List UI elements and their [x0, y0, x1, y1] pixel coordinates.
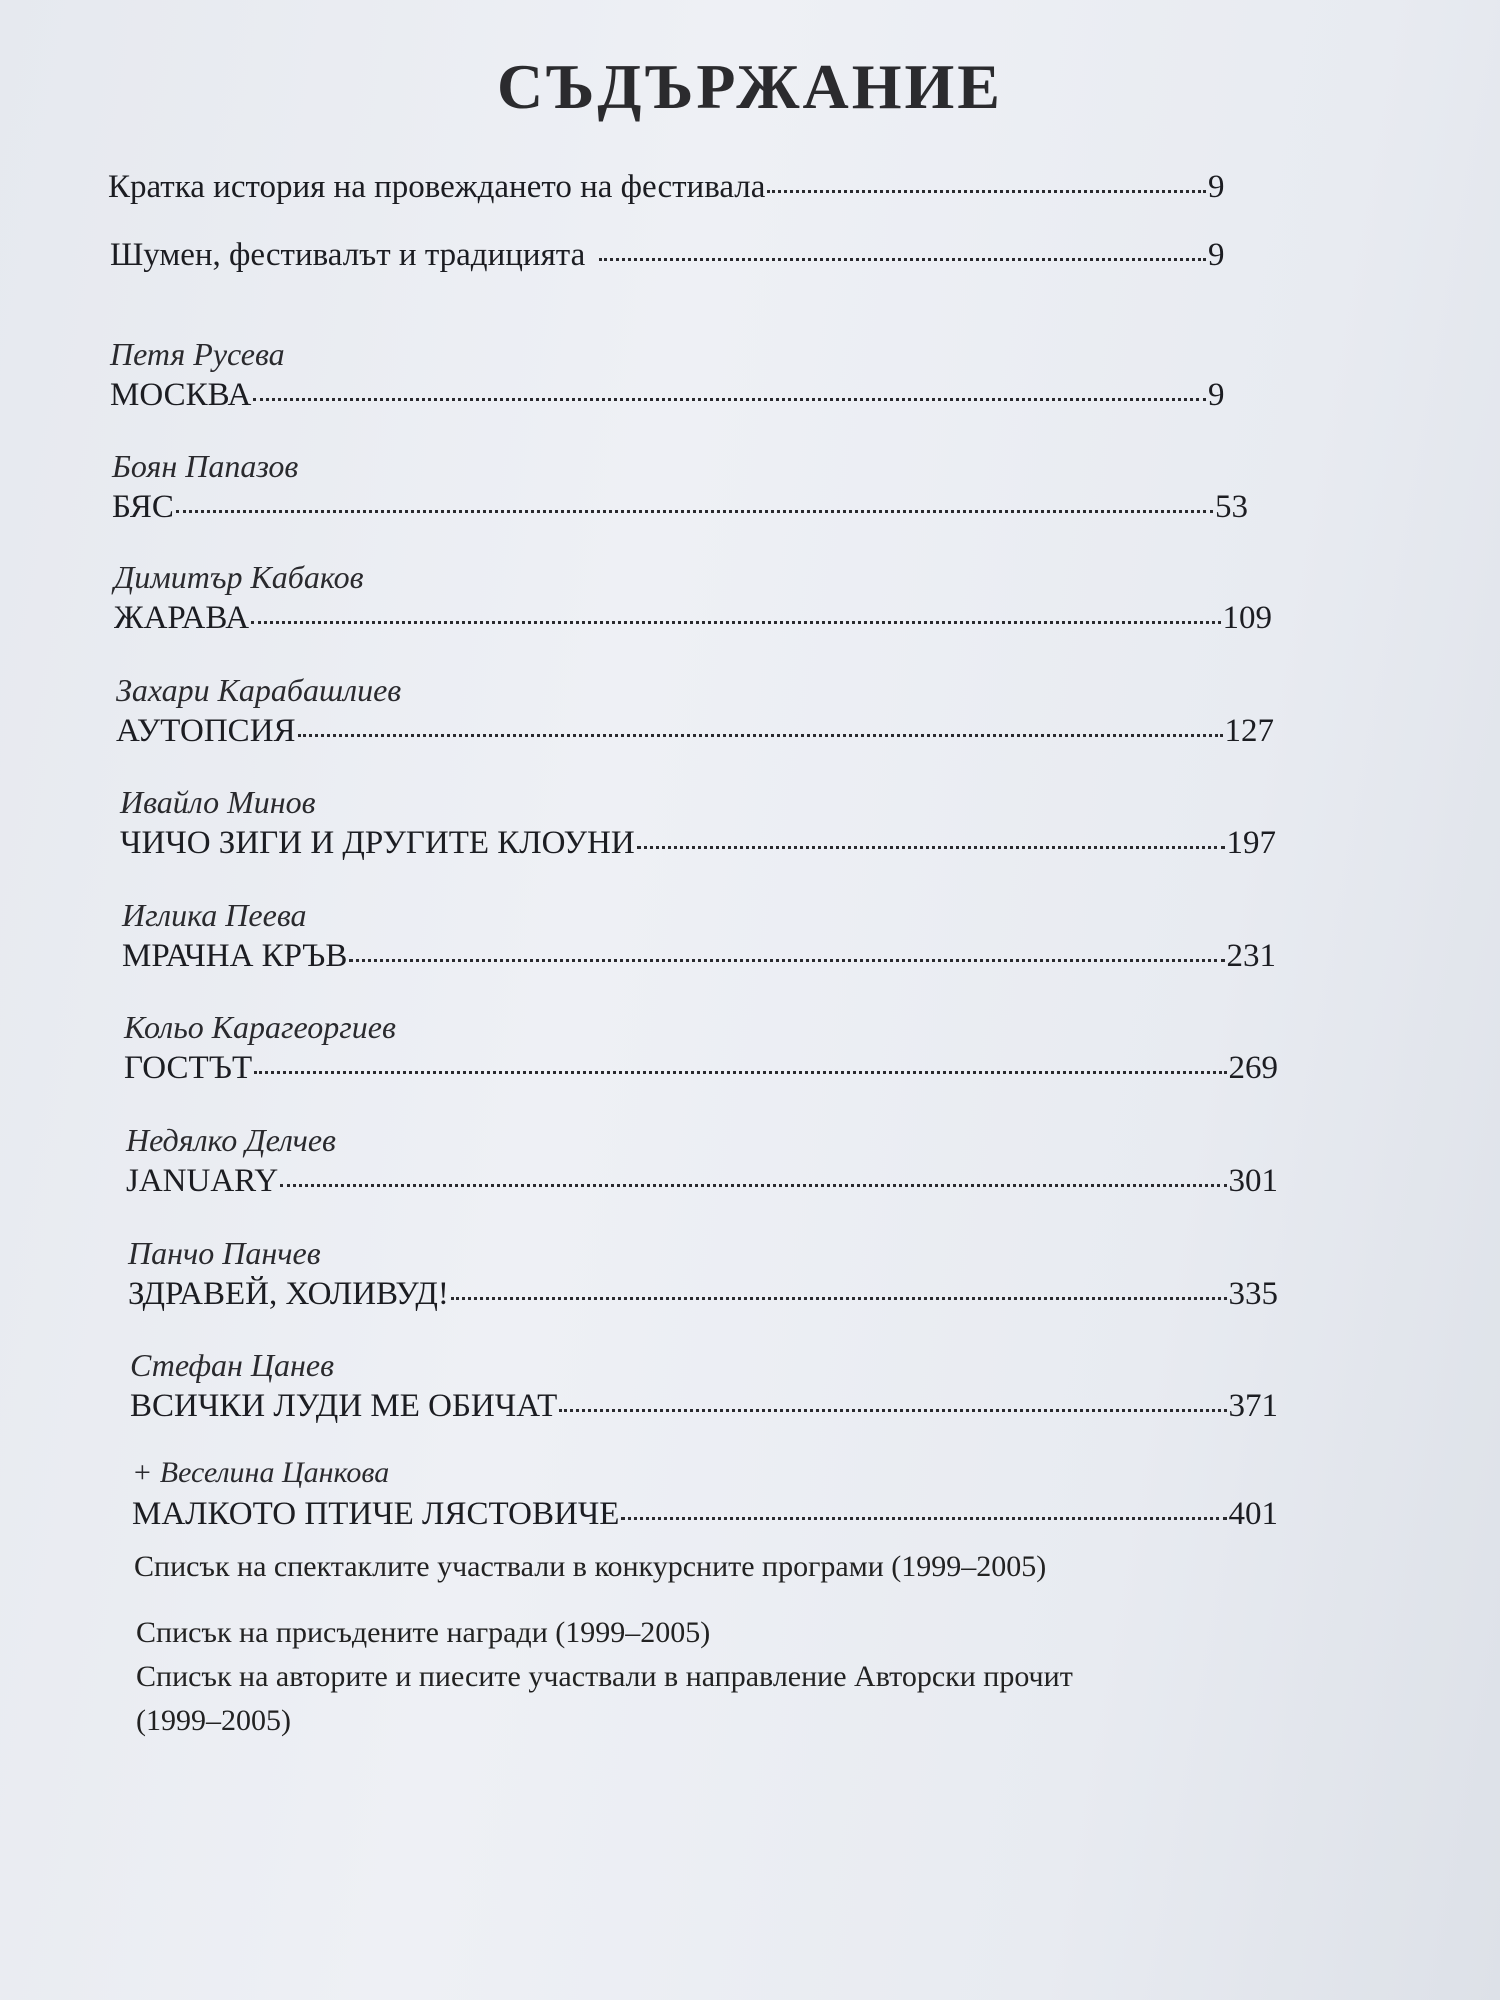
toc-page-number: 53: [1215, 489, 1248, 525]
play-author: Недялко Делчев: [126, 1122, 336, 1158]
play-title: ЧИЧО ЗИГИ И ДРУГИТЕ КЛОУНИ: [120, 825, 635, 861]
toc-page-number: 401: [1228, 1496, 1278, 1532]
play-author: Захари Карабашлиев: [116, 672, 402, 708]
dot-leader: [176, 510, 1213, 513]
play-author: Боян Папазов: [112, 448, 299, 484]
toc-play-entry: [112, 446, 1248, 528]
toc-page-number: 231: [1226, 938, 1276, 974]
play-title: МОСКВА: [110, 377, 252, 413]
toc-entry-intro-2: [110, 234, 1228, 276]
play-author: Ивайло Минов: [120, 784, 316, 820]
play-title: БЯС: [112, 489, 174, 525]
play-title: JANUARY: [126, 1163, 279, 1199]
toc-play-entry: [116, 670, 1274, 752]
toc-page-number: 109: [1222, 600, 1272, 636]
play-title: ЗДРАВЕЙ, ХОЛИВУД!: [128, 1276, 449, 1312]
toc-page-number: 9: [1208, 169, 1225, 205]
dot-leader: [451, 1297, 1227, 1300]
dot-leader: [298, 734, 1223, 737]
toc-play-entry: [124, 1007, 1278, 1089]
list-entry-authors-years: (1999–2005): [136, 1704, 291, 1737]
dot-leader: [251, 621, 1220, 624]
play-author: + Веселина Цанкова: [132, 1456, 390, 1489]
toc-play-entry: [122, 895, 1276, 977]
toc-page-number: 371: [1228, 1388, 1278, 1424]
dot-leader: [637, 846, 1225, 849]
toc-entry-label: Кратка история на провеждането на фестивала: [108, 169, 766, 205]
toc-page-number: 301: [1228, 1163, 1278, 1199]
page-title: СЪДЪРЖАНИЕ: [497, 51, 1003, 122]
dot-leader: [559, 1409, 1226, 1412]
dot-leader: [254, 1071, 1226, 1074]
list-entry-performances: Списък на спектаклите участвали в конкурсните програми (1999–2005): [134, 1550, 1047, 1583]
toc-play-entry: [120, 782, 1276, 864]
play-title: ГОСТЪТ: [124, 1050, 253, 1086]
toc-page-number: 269: [1228, 1050, 1278, 1086]
toc-play-entry: [110, 334, 1228, 416]
dot-leader: [599, 258, 1206, 261]
list-entry-authors: Списък на авторите и пиесите участвали в направление Авторски прочит: [136, 1660, 1073, 1693]
toc-play-entry: [114, 557, 1272, 639]
toc-play-entry: [128, 1233, 1278, 1315]
dot-leader: [280, 1184, 1226, 1187]
play-title: ЖАРАВА: [114, 600, 250, 636]
play-title: АУТОПСИЯ: [116, 713, 296, 749]
dot-leader: [767, 190, 1206, 193]
dot-leader: [253, 398, 1206, 401]
play-author: Кольо Карагеоргиев: [124, 1009, 396, 1045]
toc-page-number: 335: [1228, 1276, 1278, 1312]
dot-leader: [621, 1517, 1226, 1520]
dot-leader: [349, 959, 1224, 962]
list-entry-awards: Списък на присъдените награди (1999–2005): [136, 1616, 711, 1649]
toc-play-entry: [126, 1120, 1278, 1202]
play-author: Петя Русева: [110, 336, 285, 372]
toc-page-number: 9: [1208, 377, 1225, 413]
play-title: МАЛКОТО ПТИЧЕ ЛЯСТОВИЧЕ: [132, 1496, 620, 1532]
toc-page-number: 127: [1224, 713, 1274, 749]
play-title: ВСИЧКИ ЛУДИ МЕ ОБИЧАТ: [130, 1388, 558, 1424]
toc-entry-intro-1: [108, 166, 1228, 208]
play-author: Панчо Панчев: [128, 1235, 321, 1271]
toc-page-number: 9: [1208, 237, 1225, 273]
play-author: Димитър Кабаков: [114, 559, 364, 595]
toc-page-number: 197: [1226, 825, 1276, 861]
toc-play-entry: [132, 1453, 1278, 1535]
play-author: Стефан Цанев: [130, 1347, 334, 1383]
toc-play-entry: [130, 1345, 1278, 1427]
play-title: МРАЧНА КРЪВ: [122, 938, 348, 974]
toc-entry-label: Шумен, фестивалът и традицията: [110, 237, 586, 273]
play-author: Иглика Пеева: [122, 897, 307, 933]
